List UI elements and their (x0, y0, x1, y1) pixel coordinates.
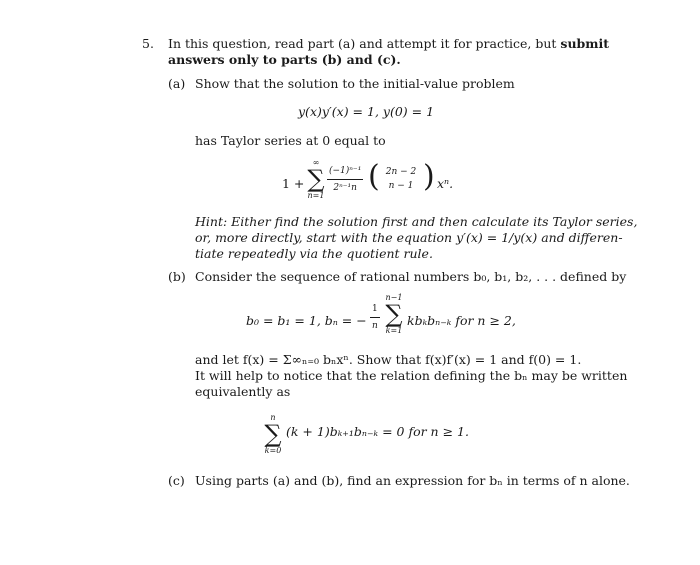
part-a-text: Show that the solution to the initial-value problem (195, 76, 515, 91)
hint-line-3: tiate repeatedly via the quotient rule. (195, 246, 433, 261)
binom-top: 2n − 2 (385, 167, 417, 177)
recurrence-sum (383, 293, 405, 335)
question-number: 5. (142, 36, 154, 51)
hint-line-1: Hint: Either find the solution first and then calculate its Taylor series, (195, 214, 638, 229)
sigma-symbol: ∑ (307, 165, 325, 193)
recurrence-frac (370, 301, 380, 334)
series-tail: xⁿ. (437, 176, 454, 191)
series-sum-bottom: n=1 (307, 191, 325, 200)
series-sum (307, 158, 325, 200)
ivp-equation: y(x)y′(x) = 1, y(0) = 1 (298, 104, 435, 119)
relation-sum (262, 413, 284, 455)
recurrence-right: kbₖbₙ₋ₖ for n ≥ 2, (407, 313, 516, 328)
intro-line-1 (168, 36, 609, 52)
recurrence-sum-bottom: k=1 (385, 326, 403, 335)
hint-line-2: or, more directly, start with the equation y′(x) = 1/y(x) and differen- (195, 230, 623, 245)
part-b-label: (b) (168, 269, 186, 284)
intro-text: In this question, read part (a) and attempt it for practice, but (168, 36, 557, 51)
series-frac (327, 163, 363, 196)
recurrence-sum-top: n−1 (385, 293, 403, 302)
intro-line-2: answers only to parts (b) and (c). (168, 52, 401, 67)
series-sum-top: ∞ (312, 158, 320, 167)
recurrence-left: b₀ = b₁ = 1, bₙ = − (246, 313, 367, 328)
part-b-line-1: and let f(x) = Σ∞ₙ₌₀ bₙxⁿ. Show that f(x)f′(x) = 1 and f(0) = 1. (195, 352, 582, 367)
series-fraction (327, 163, 363, 196)
relation-body: (k + 1)bₖ₊₁bₙ₋ₖ = 0 for n ≥ 1. (286, 424, 469, 439)
series-frac-num: (−1)ⁿ⁻¹ (327, 163, 363, 180)
sigma-symbol: ∑ (385, 300, 403, 328)
recurrence-frac-den: n (372, 321, 378, 331)
binom-values (380, 165, 422, 193)
binom-left-paren: ( (368, 159, 380, 194)
binom-right-paren: ) (423, 159, 435, 194)
part-a-label: (a) (168, 76, 186, 91)
series-lead: 1 + (282, 176, 305, 191)
part-b-line-2: It will help to notice that the relation defining the bₙ may be written (195, 368, 628, 383)
part-b-text: Consider the sequence of rational numbers b₀, b₁, b₂, . . . defined by (195, 269, 627, 284)
sigma-symbol: ∑ (264, 420, 282, 448)
relation-sum-top: n (270, 413, 276, 422)
part-c-label: (c) (168, 473, 185, 488)
part-b-line-3: equivalently as (195, 384, 291, 399)
series-frac-den: 2ⁿ⁻¹n (333, 183, 357, 193)
binom-bottom: n − 1 (388, 181, 414, 191)
series-intro: has Taylor series at 0 equal to (195, 133, 386, 148)
relation-sum-bottom: k=0 (264, 446, 282, 455)
recurrence-fraction (370, 301, 380, 334)
part-c-text: Using parts (a) and (b), find an expression for bₙ in terms of n alone. (195, 473, 630, 488)
recurrence-frac-num: 1 (370, 301, 380, 318)
intro-bold-submit: submit (560, 36, 610, 51)
